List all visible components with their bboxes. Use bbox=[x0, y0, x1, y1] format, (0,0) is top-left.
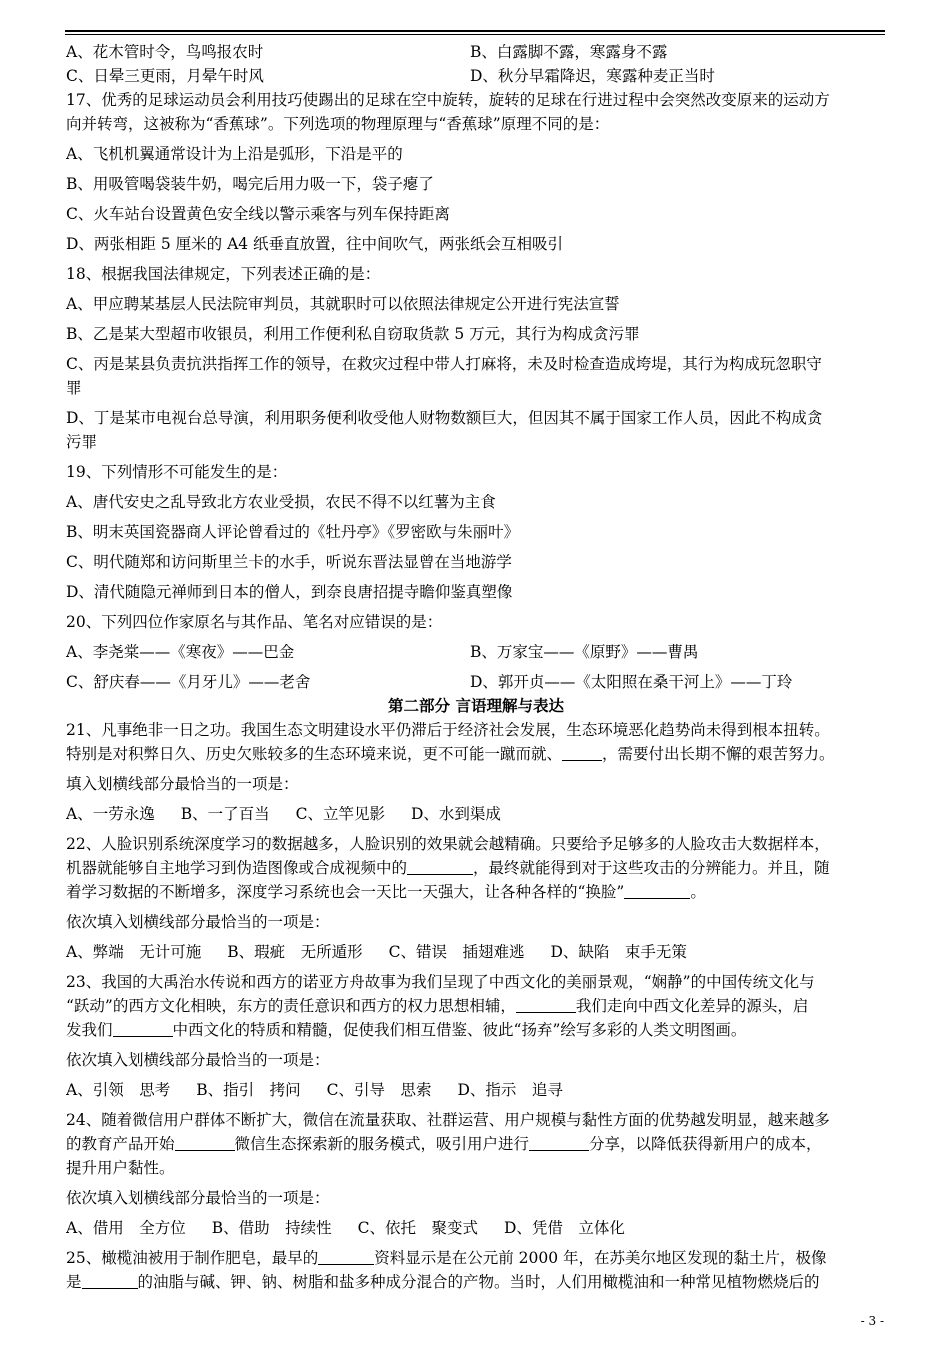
q19-stem: 19、下列情形不可能发生的是： bbox=[66, 463, 288, 481]
q17-stem-line-1: 17、优秀的足球运动员会利用技巧使踢出的足球在空中旋转，旋转的足球在行进过程中会突然改变原来的运动方 bbox=[66, 91, 830, 109]
q17-option-d: D、两张相距 5 厘米的 A4 纸垂直放置，往中间吹气，两张纸会互相吸引 bbox=[66, 235, 564, 253]
fill-blank bbox=[516, 996, 576, 1013]
q24-option-b: B、借助 持续性 bbox=[211, 1219, 332, 1237]
q18-option-a: A、甲应聘某基层人民法院审判员，其就职时可以依照法律规定公开进行宪法宣誓 bbox=[66, 295, 620, 313]
document-page bbox=[66, 40, 886, 1294]
q23-line-3-pre: 发我们 bbox=[66, 1021, 113, 1039]
q21-line-1: 21、凡事绝非一日之功。我国生态文明建设水平仍滞后于经济社会发展，生态环境恶化趋势尚未得到根本扭转。 bbox=[66, 721, 830, 739]
q22-prompt: 依次填入划横线部分最恰当的一项是： bbox=[66, 913, 330, 931]
q23-line-2-post: 我们走向中西文化差异的源头，启 bbox=[575, 997, 809, 1015]
q17-option-c: C、火车站台设置黄色安全线以警示乘客与列车保持距离 bbox=[66, 205, 450, 223]
fill-blank bbox=[407, 858, 473, 875]
q24-line-2-pre: 的教育产品开始 bbox=[66, 1135, 175, 1153]
q19-option-d: D、清代随隐元禅师到日本的僧人，到奈良唐招提寺瞻仰鉴真塑像 bbox=[66, 583, 513, 601]
header-rule-thin bbox=[65, 34, 885, 35]
q20-options-row-1 bbox=[66, 640, 886, 664]
q21-line-2-post: ，需要付出长期不懈的艰苦努力。 bbox=[602, 745, 835, 763]
fill-blank bbox=[562, 744, 602, 761]
q23-option-a: A、引领 思考 bbox=[66, 1081, 171, 1099]
q25-line-1 bbox=[66, 1246, 886, 1270]
q24-line-1: 24、随着微信用户群体不断扩大，微信在流量获取、社群运营、用户规模与黏性方面的优势越发明显，越来越多 bbox=[66, 1111, 830, 1129]
section-title: 第二部分 言语理解与表达 bbox=[388, 696, 564, 715]
fill-blank bbox=[82, 1272, 138, 1289]
q19-option-c: C、明代随郑和访问斯里兰卡的水手，听说东晋法显曾在当地游学 bbox=[66, 553, 512, 571]
q16-option-b: B、白露脚不露，寒露身不露 bbox=[470, 43, 668, 61]
q22-line-3-pre: 着学习数据的不断增多，深度学习系统也会一天比一天强大，让各种各样的“换脸” bbox=[66, 883, 625, 901]
q20-option-d: D、郭开贞——《太阳照在桑干河上》——丁玲 bbox=[470, 673, 793, 691]
q18-option-d-line-2: 污罪 bbox=[66, 433, 98, 451]
q17-option-b: B、用吸管喝袋装牛奶，喝完后用力吸一下，袋子瘪了 bbox=[66, 175, 434, 193]
q21-option-a: A、一劳永逸 bbox=[66, 805, 155, 823]
header-rule-thick bbox=[65, 30, 885, 32]
q20-option-a: A、李尧棠——《寒夜》——巴金 bbox=[66, 643, 295, 661]
q22-line-3 bbox=[66, 880, 886, 904]
q23-option-c: C、引导 思索 bbox=[326, 1081, 432, 1099]
q18-option-b: B、乙是某大型超市收银员，利用工作便利私自窃取货款 5 万元，其行为构成贪污罪 bbox=[66, 325, 640, 343]
q22-option-a: A、弊端 无计可施 bbox=[66, 943, 202, 961]
page-number: - 3 - bbox=[860, 1314, 884, 1328]
q23-line-2 bbox=[66, 994, 886, 1018]
q23-line-2-pre: “跃动”的西方文化相映，东方的责任意识和西方的权力思想相辅， bbox=[66, 997, 516, 1015]
q22-option-b: B、瑕疵 无所遁形 bbox=[227, 943, 363, 961]
fill-blank bbox=[113, 1020, 173, 1037]
q21-option-b: B、一了百当 bbox=[180, 805, 270, 823]
q25-line-2 bbox=[66, 1270, 886, 1294]
q16-option-d: D、秋分早霜降迟，寒露种麦正当时 bbox=[470, 67, 715, 85]
q23-option-b: B、指引 拷问 bbox=[196, 1081, 301, 1099]
q21-option-d: D、水到渠成 bbox=[410, 805, 501, 823]
q19-option-b: B、明末英国瓷器商人评论曾看过的《牡丹亭》《罗密欧与朱丽叶》 bbox=[66, 523, 520, 541]
fill-blank bbox=[175, 1134, 235, 1151]
q18-stem: 18、根据我国法律规定，下列表述正确的是： bbox=[66, 265, 381, 283]
q23-prompt: 依次填入划横线部分最恰当的一项是： bbox=[66, 1051, 330, 1069]
q22-option-c: C、错误 插翅难逃 bbox=[388, 943, 525, 961]
fill-blank bbox=[529, 1134, 589, 1151]
q17-stem-line-2: 向并转弯，这被称为“香蕉球”。下列选项的物理原理与“香蕉球”原理不同的是： bbox=[66, 115, 610, 133]
q18-option-c-line-2: 罪 bbox=[66, 379, 82, 397]
q22-line-1: 22、人脸识别系统深度学习的数据越多，人脸识别的效果就会越精确。只要给予足够多的人脸攻击大数据样本， bbox=[66, 835, 830, 853]
fill-blank bbox=[318, 1248, 374, 1265]
q19-option-a: A、唐代安史之乱导致北方农业受损，农民不得不以红薯为主食 bbox=[66, 493, 496, 511]
q24-option-d: D、凭借 立体化 bbox=[503, 1219, 625, 1237]
q22-line-2-post: ，最终就能得到对于这些攻击的分辨能力。并且，随 bbox=[473, 859, 830, 877]
q25-line-1-pre: 25、橄榄油被用于制作肥皂，最早的 bbox=[66, 1249, 319, 1267]
q25-line-2-pre: 是 bbox=[66, 1273, 82, 1291]
q24-line-2 bbox=[66, 1132, 886, 1156]
q23-line-3-post: 中西文化的特质和精髓，促使我们相互借鉴、彼此“扬弃”绘写多彩的人类文明图画。 bbox=[172, 1021, 747, 1039]
q16-option-c: C、日晕三更雨，月晕午时风 bbox=[66, 67, 264, 85]
q22-line-2 bbox=[66, 856, 886, 880]
q21-option-c: C、立竿见影 bbox=[295, 805, 385, 823]
q20-option-c: C、舒庆春——《月牙儿》——老舍 bbox=[66, 673, 311, 691]
q21-line-2 bbox=[66, 742, 886, 766]
q16-options-row-2 bbox=[66, 64, 886, 88]
fill-blank bbox=[624, 882, 690, 899]
q22-line-2-pre: 机器就能够自主地学习到伪造图像或合成视频中的 bbox=[66, 859, 408, 877]
q25-line-2-post: 的油脂与碱、钾、钠、树脂和盐多种成分混合的产物。当时，人们用橄榄油和一种常见植物燃烧后的 bbox=[137, 1273, 820, 1291]
q23-line-3 bbox=[66, 1018, 886, 1042]
q22-option-d: D、缺陷 束手无策 bbox=[550, 943, 687, 961]
q24-option-c: C、依托 聚变式 bbox=[357, 1219, 478, 1237]
q16-options-row-1 bbox=[66, 40, 886, 64]
q18-option-c-line-1: C、丙是某县负责抗洪指挥工作的领导，在救灾过程中带人打麻将，未及时检查造成垮堤，其行为构成玩忽职守 bbox=[66, 355, 822, 373]
q23-options bbox=[66, 1078, 886, 1102]
q24-option-a: A、借用 全方位 bbox=[66, 1219, 186, 1237]
q21-options bbox=[66, 802, 886, 826]
q23-option-d: D、指示 追寻 bbox=[457, 1081, 563, 1099]
q20-stem: 20、下列四位作家原名与其作品、笔名对应错误的是： bbox=[66, 613, 443, 631]
q24-line-2-mid: 微信生态探索新的服务模式，吸引用户进行 bbox=[234, 1135, 530, 1153]
q20-options-row-2 bbox=[66, 670, 886, 694]
q22-line-3-post: 。 bbox=[690, 883, 706, 901]
q17-option-a: A、飞机机翼通常设计为上沿是弧形，下沿是平的 bbox=[66, 145, 403, 163]
q16-option-a: A、花木管时令，鸟鸣报农时 bbox=[66, 43, 264, 61]
q24-prompt: 依次填入划横线部分最恰当的一项是： bbox=[66, 1189, 330, 1207]
q21-prompt: 填入划横线部分最恰当的一项是： bbox=[66, 775, 299, 793]
q23-line-1: 23、我国的大禹治水传说和西方的诺亚方舟故事为我们呈现了中西文化的美丽景观，“娴静”的中国传统文化与 bbox=[66, 973, 815, 991]
q21-line-2-pre: 特别是对积弊日久、历史欠账较多的生态环境来说，更不可能一蹴而就、 bbox=[66, 745, 563, 763]
q18-option-d-line-1: D、丁是某市电视台总导演，利用职务便利收受他人财物数额巨大，但因其不属于国家工作人员，因此不构成贪 bbox=[66, 409, 823, 427]
q24-options bbox=[66, 1216, 886, 1240]
q22-options bbox=[66, 940, 886, 964]
q20-option-b: B、万家宝——《原野》——曹禺 bbox=[470, 643, 699, 661]
q24-line-3: 提升用户黏性。 bbox=[66, 1159, 175, 1177]
q25-line-1-post: 资料显示是在公元前 2000 年，在苏美尔地区发现的黏土片，极像 bbox=[374, 1249, 827, 1267]
q24-line-2-post: 分享，以降低获得新用户的成本， bbox=[589, 1135, 822, 1153]
